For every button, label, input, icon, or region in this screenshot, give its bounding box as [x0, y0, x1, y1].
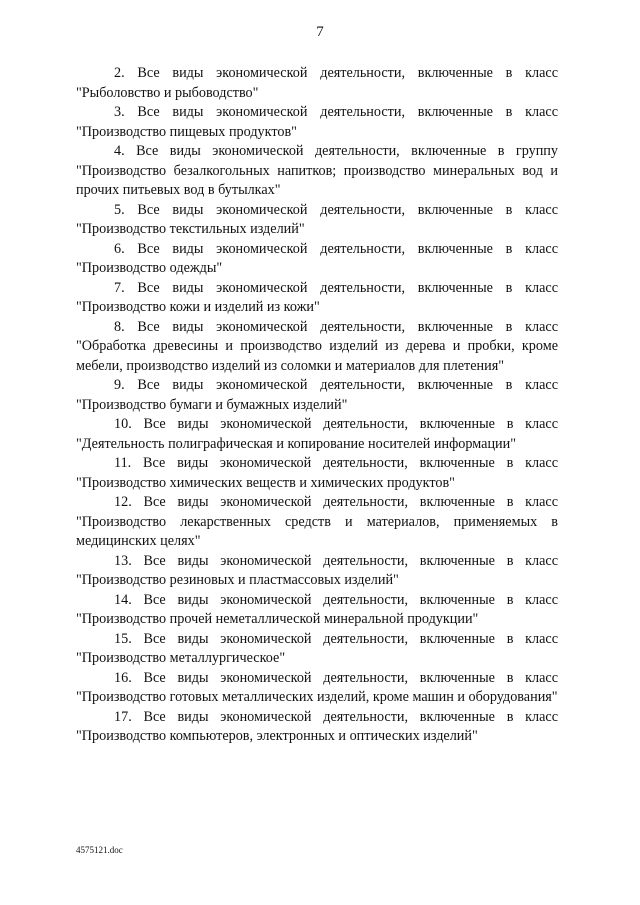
- document-body: [76, 64, 558, 747]
- list-item: 2. Все виды экономической деятельности, включенные в класс "Рыболовство и рыбоводство": [76, 65, 558, 101]
- list-item: 3. Все виды экономической деятельности, включенные в класс "Производство пищевых продуктов": [76, 104, 558, 140]
- list-item: 16. Все виды экономической деятельности, включенные в класс "Производство готовых металлических изделий, кроме машин и оборудования": [76, 669, 558, 705]
- footer-filename: 4575121.doc: [76, 845, 123, 855]
- list-item: 4. Все виды экономической деятельности, включенные в группу "Производство безалкогольных напитков; производство минеральных вод и прочих питьевых вод в бутылках": [76, 143, 558, 198]
- list-item: 9. Все виды экономической деятельности, включенные в класс "Производство бумаги и бумажных изделий": [76, 377, 558, 413]
- list-item: 13. Все виды экономической деятельности, включенные в класс "Производство резиновых и пластмассовых изделий": [76, 552, 558, 588]
- list-item: 7. Все виды экономической деятельности, включенные в класс "Производство кожи и изделий из кожи": [76, 279, 558, 315]
- list-item: 5. Все виды экономической деятельности, включенные в класс "Производство текстильных изделий": [76, 201, 558, 237]
- list-item: 8. Все виды экономической деятельности, включенные в класс "Обработка древесины и производство изделий из дерева и пробки, кроме мебели, производство изделий из соломки и материалов для плетения": [76, 318, 558, 374]
- page-number: 7: [316, 24, 324, 40]
- list-item: 15. Все виды экономической деятельности, включенные в класс "Производство металлургическое": [76, 630, 558, 666]
- list-item: 14. Все виды экономической деятельности, включенные в класс "Производство прочей неметаллической минеральной продукции": [76, 591, 558, 627]
- list-item: 12. Все виды экономической деятельности, включенные в класс "Производство лекарственных средств и материалов, применяемых в медицинских целях": [76, 494, 558, 549]
- list-item: 6. Все виды экономической деятельности, включенные в класс "Производство одежды": [76, 240, 558, 276]
- list-item: 11. Все виды экономической деятельности, включенные в класс "Производство химических веществ и химических продуктов": [76, 455, 558, 491]
- list-item: 10. Все виды экономической деятельности, включенные в класс "Деятельность полиграфическая и копирование носителей информации": [76, 416, 558, 452]
- list-item: 17. Все виды экономической деятельности, включенные в класс "Производство компьютеров, электронных и оптических изделий": [76, 708, 558, 744]
